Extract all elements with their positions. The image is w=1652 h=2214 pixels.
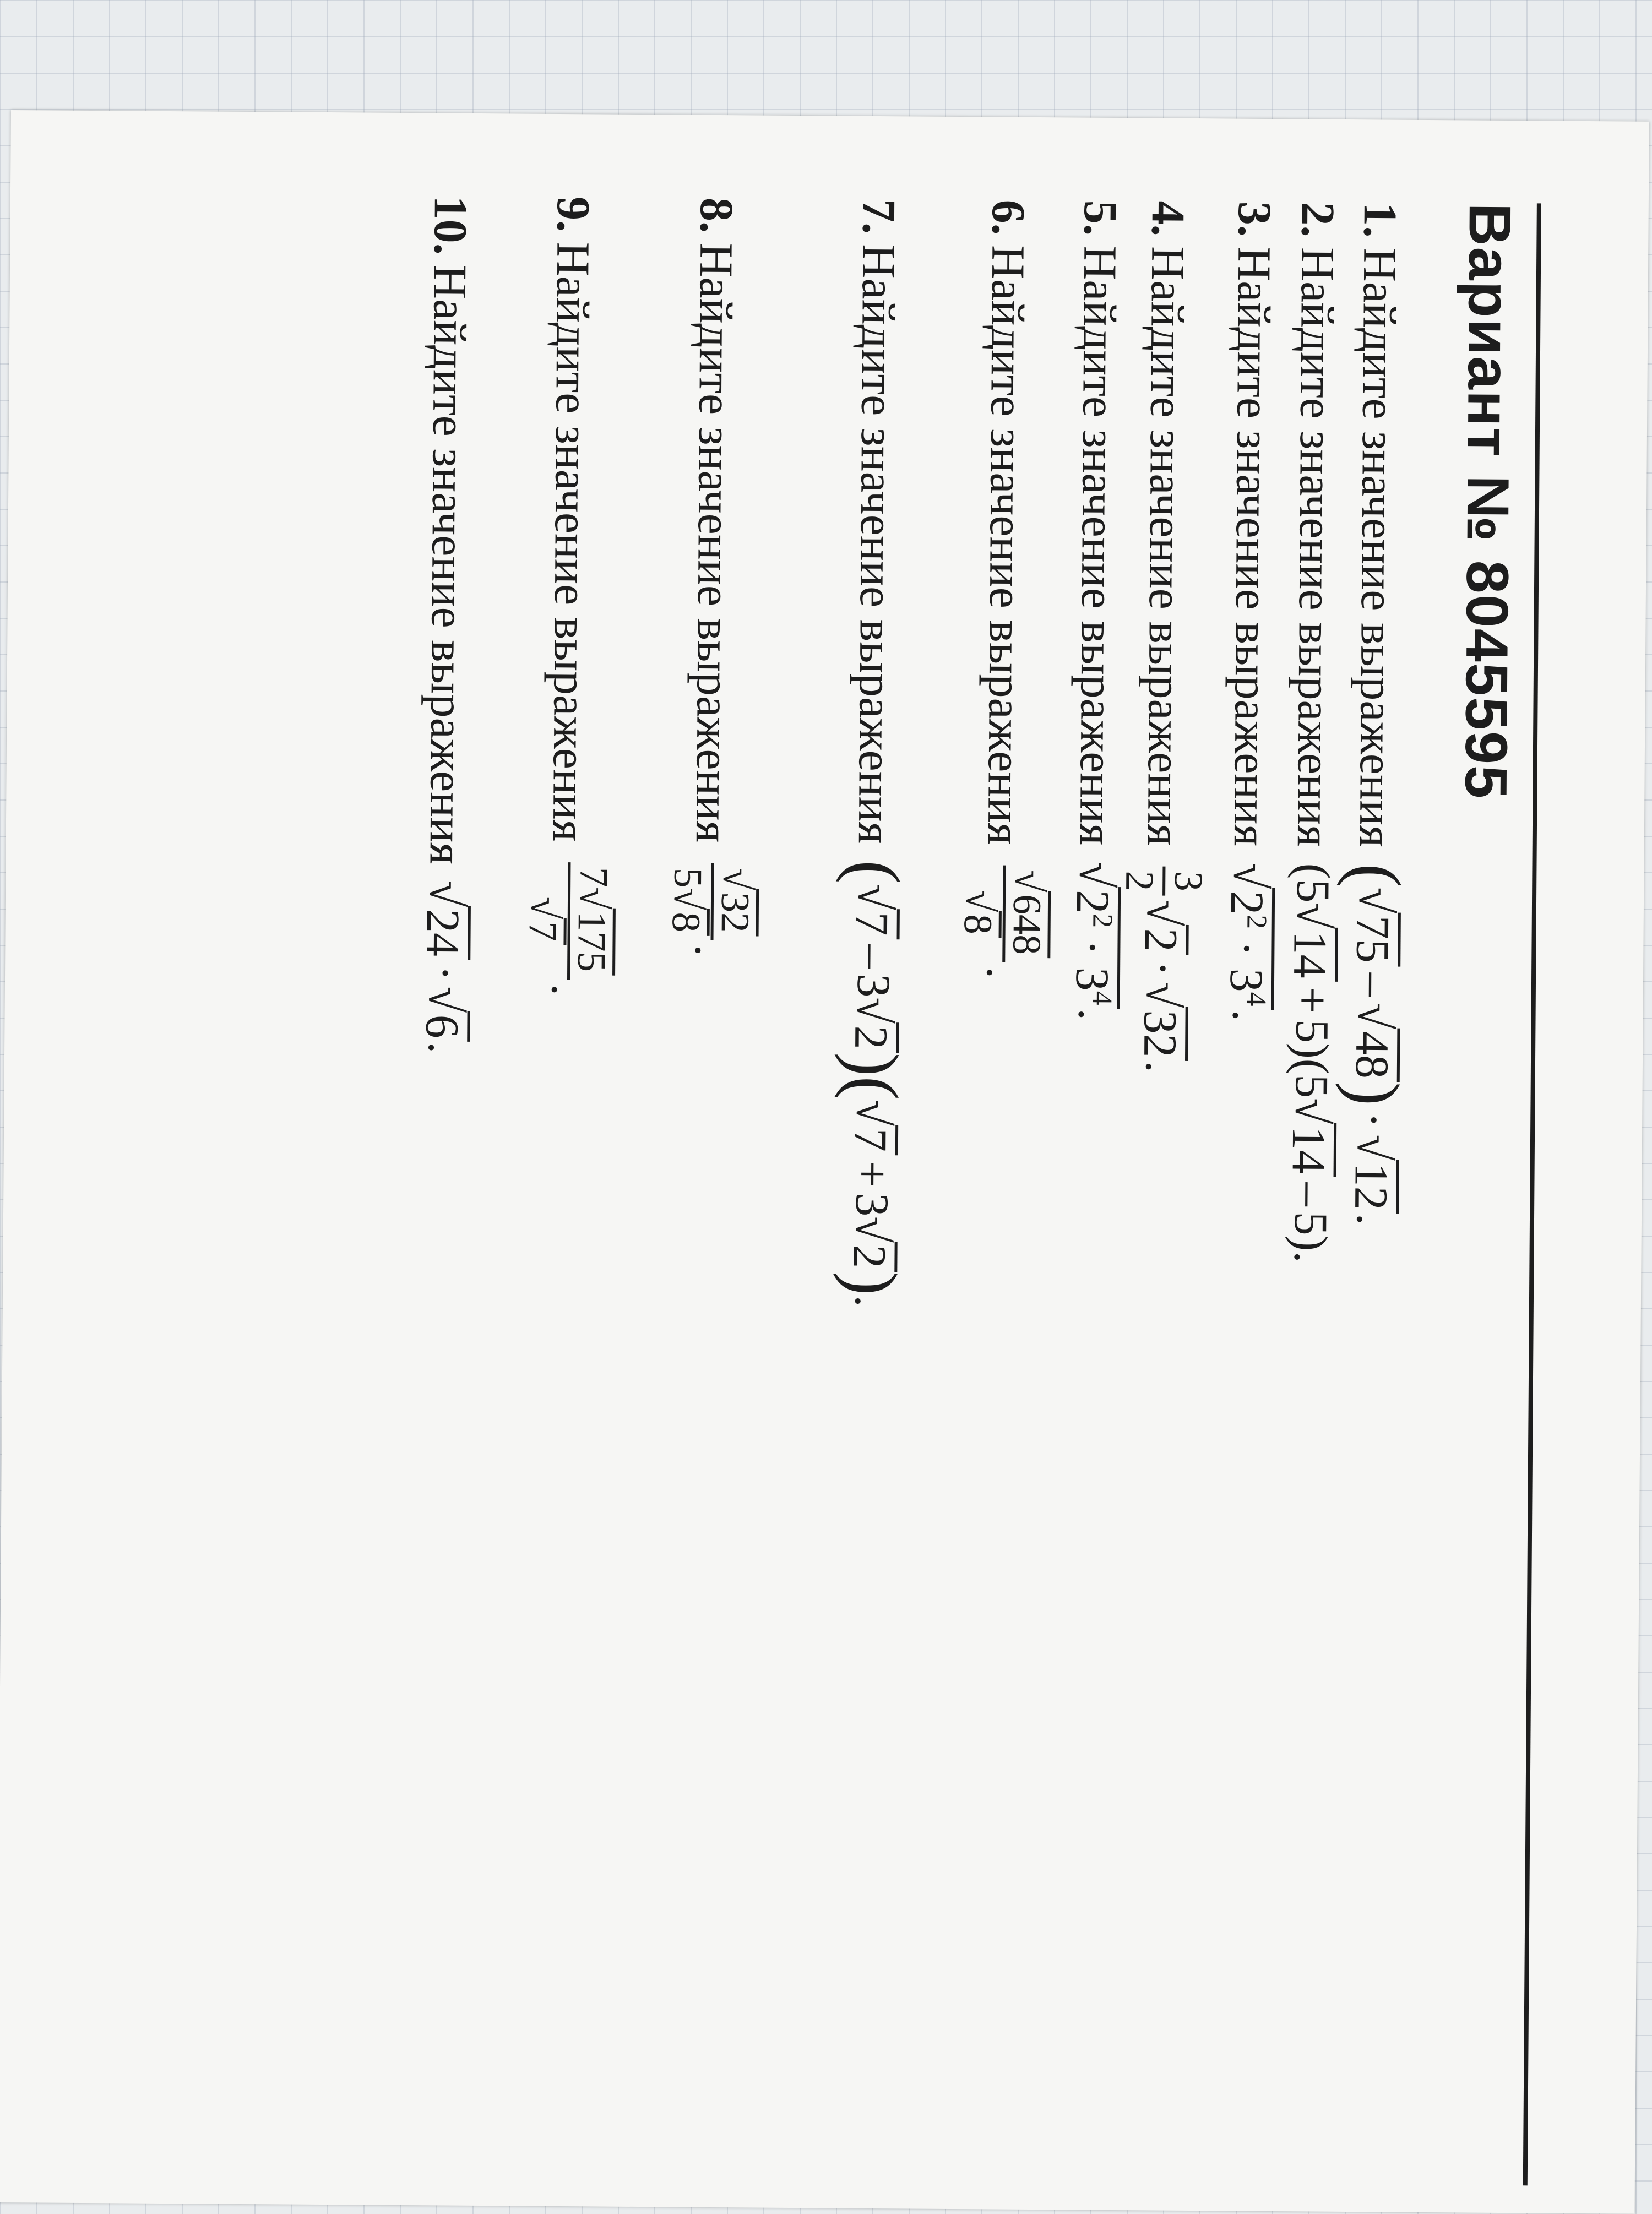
problem-number: 2.	[1291, 202, 1345, 238]
problem-2	[1283, 202, 1345, 1263]
problem-7	[833, 198, 915, 1308]
problem-3	[1222, 201, 1283, 1021]
problem-prompt: Найдите значение выражения	[420, 264, 477, 865]
problem-number: 9.	[547, 196, 601, 232]
problem-prompt: Найдите значение выражения	[1138, 246, 1195, 846]
math-expression: ( √ 75 – √ 48 ) · √ 12 .	[1335, 863, 1416, 1226]
fraction: 7 √ 175 √ 7	[521, 862, 617, 980]
problem-number: 3.	[1228, 201, 1281, 237]
problem-10	[417, 195, 479, 1054]
problem-prompt: Найдите значение выражения	[1224, 246, 1281, 847]
sqrt: √ 12	[1346, 1134, 1401, 1214]
sqrt: √ 48	[1347, 1003, 1403, 1082]
math-expression: √ $2^2 \cdot 3^4$ .	[1220, 862, 1277, 1022]
problem-8	[664, 197, 765, 956]
problem-number: 7.	[852, 198, 906, 235]
math-expression: √ 32 5 √ 8 .	[664, 859, 760, 957]
worksheet-content	[8, 193, 1591, 2186]
fraction: √ 648 √ 8	[956, 865, 1052, 962]
sqrt: √ 75	[1348, 887, 1404, 966]
problem-list	[416, 195, 1416, 2185]
problem-prompt: Найдите значение выражения	[1287, 247, 1345, 847]
fraction: √ 32 5 √ 8	[665, 863, 760, 940]
problem-5	[1068, 200, 1128, 1020]
problem-number: 5.	[1074, 200, 1127, 236]
math-expression: √ $2^2 \cdot 3^4$ .	[1066, 861, 1123, 1021]
math-expression: √ 24 · √ 6 .	[416, 880, 473, 1054]
problem-number: 8.	[690, 197, 744, 233]
problem-number: 1.	[1354, 202, 1408, 238]
header-rule	[1523, 203, 1541, 2185]
math-expression: 7 √ 175 √ 7 .	[521, 858, 617, 996]
problem-number: 4.	[1142, 200, 1195, 237]
problem-1	[1335, 202, 1416, 1226]
problem-number: 10.	[424, 195, 477, 255]
math-expression: 3 2 √ 2 · √ 32 .	[1115, 862, 1212, 1073]
math-expression: ( 5 √ 14 + 5 )( 5 √ 14 – 5 ).	[1282, 863, 1340, 1264]
problem-prompt: Найдите значение выражения	[1069, 245, 1127, 846]
problem-prompt: Найдите значение выражения	[849, 244, 906, 844]
problem-prompt: Найдите значение выражения	[686, 243, 743, 843]
problem-prompt: Найдите значение выражения	[1350, 247, 1407, 848]
worksheet-paper	[0, 110, 1649, 2214]
math-expression: √ 648 √ 8 .	[956, 861, 1052, 978]
problem-9	[521, 197, 622, 996]
variant-title: Вариант № 8045595	[1453, 203, 1524, 800]
problem-number: 6.	[982, 199, 1036, 236]
fraction: 3 2	[1116, 866, 1211, 896]
problem-prompt: Найдите значение выражения	[978, 244, 1035, 845]
math-expression: ( √ 7 – 3 √ 2 ) ( √ 7 + 3 √ 2 ) .	[833, 860, 915, 1308]
problem-4	[1115, 200, 1216, 1073]
problem-6	[956, 199, 1057, 979]
problem-prompt: Найдите значение выражения	[543, 242, 600, 842]
